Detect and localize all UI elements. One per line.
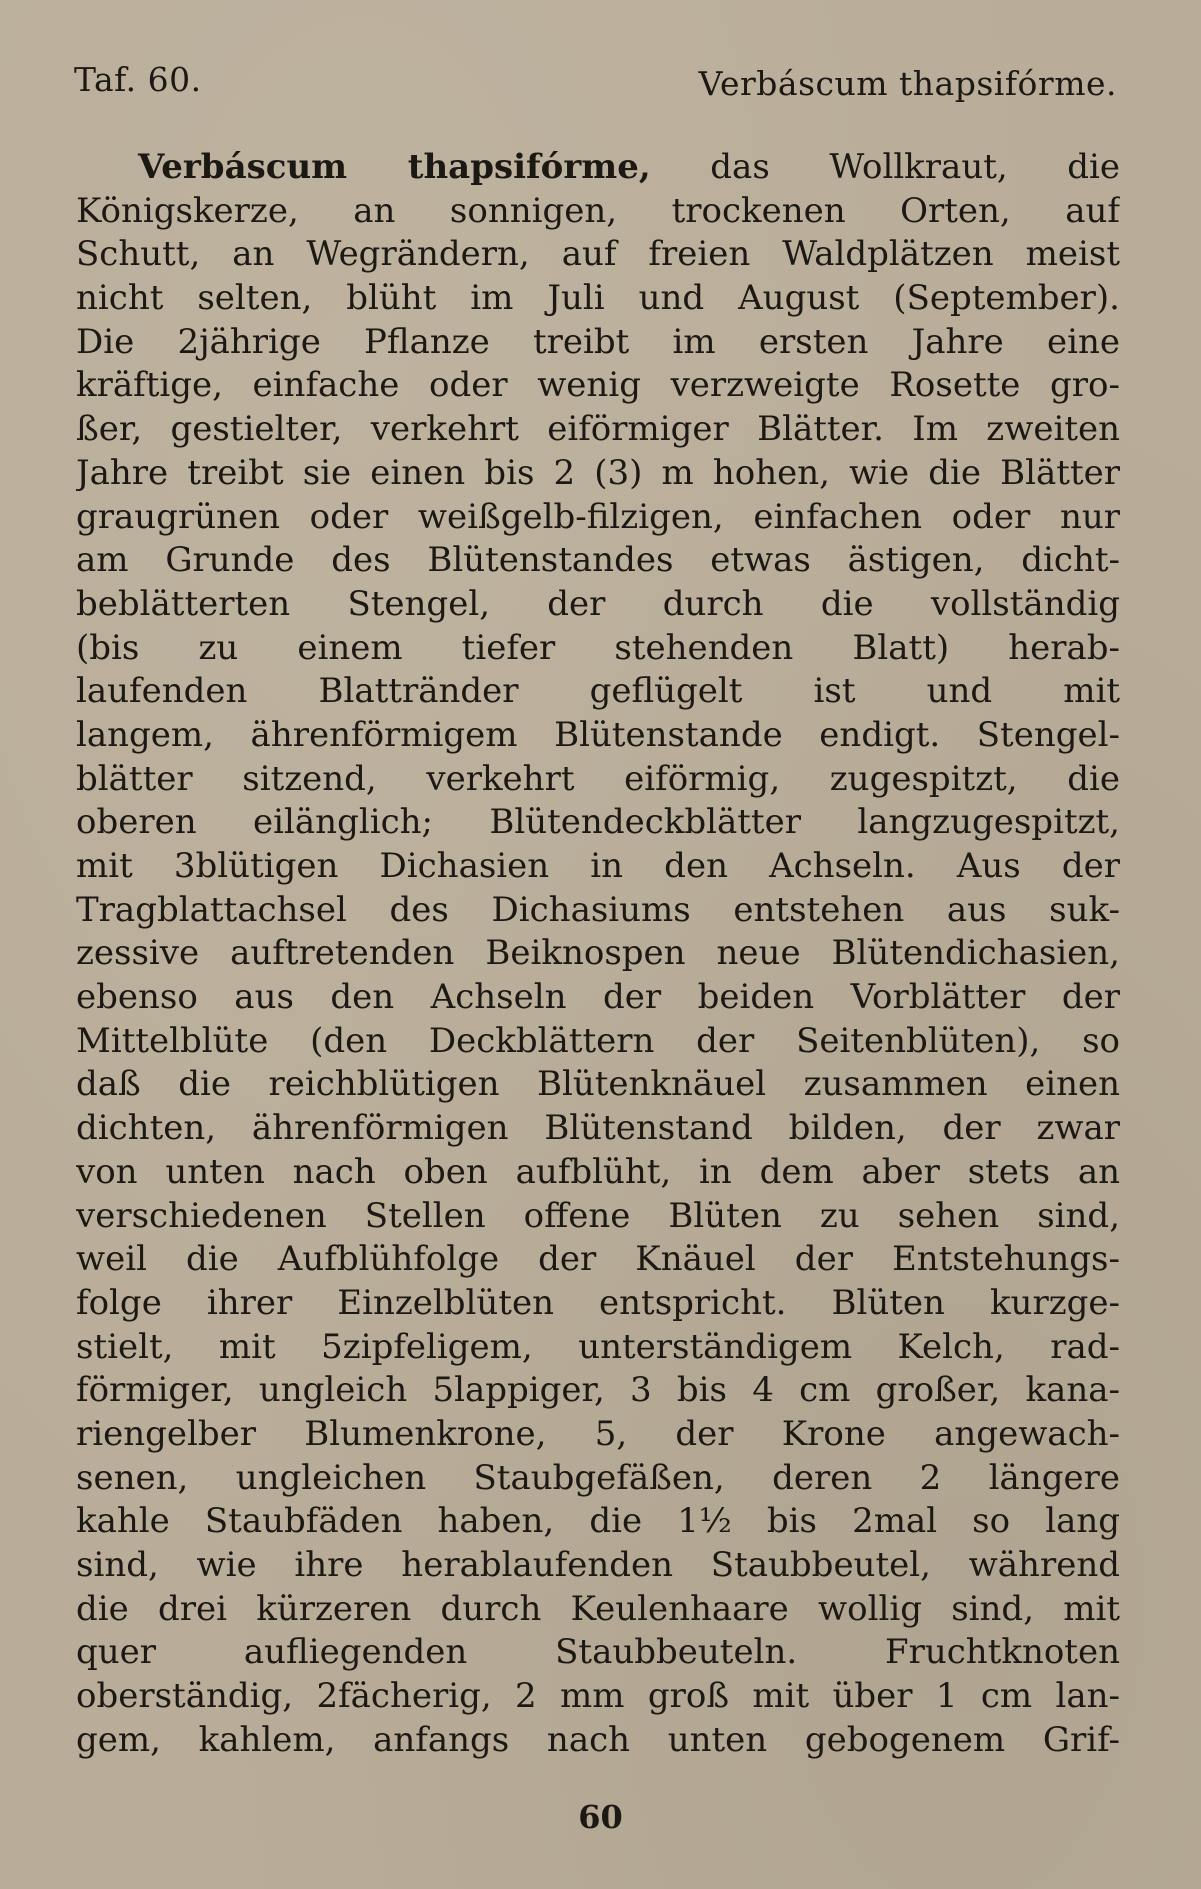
text-line: nicht selten, blüht im Juli und August (September). — [76, 278, 1120, 319]
text-line: Mittelblüte (den Deckblättern der Seitenblüten), so — [76, 1020, 1120, 1061]
text-line: die drei kürzeren durch Keulenhaare wollig sind, mit — [76, 1588, 1120, 1629]
text-line: verschiedenen Stellen offene Blüten zu sehen sind, — [76, 1195, 1120, 1236]
text-line: mit 3blütigen Dichasien in den Achseln. Aus der — [76, 846, 1120, 886]
text-line: kräftige, einfache oder wenig verzweigte Rosette gro- — [76, 365, 1120, 406]
text-line: von unten nach oben aufblüht, in dem aber stets an — [76, 1151, 1120, 1192]
text-line: Königskerze, an sonnigen, trockenen Orten, auf — [76, 190, 1120, 231]
running-title: Verbáscum thapsifórme. — [698, 64, 1117, 103]
text-line: quer aufliegenden Staubbeuteln. Fruchtknoten — [76, 1632, 1120, 1673]
text-line: sind, wie ihre herablaufenden Staubbeutel, während — [76, 1545, 1120, 1585]
species-description — [76, 146, 1120, 1762]
text-line — [76, 146, 1120, 190]
first-line-rest: das Wollkraut, die — [710, 147, 1120, 187]
text-line: laufenden Blattränder geflügelt ist und mit — [76, 671, 1120, 712]
text-line: stielt, mit 5zipfeligem, unterständigem Kelch, rad- — [76, 1326, 1120, 1367]
text-line: graugrünen oder weißgelb-filzigen, einfachen oder nur — [76, 496, 1120, 537]
text-line: kahle Staubfäden haben, die 1½ bis 2mal so lang — [76, 1501, 1120, 1542]
text-line: dichten, ährenförmigen Blütenstand bilden, der zwar — [76, 1108, 1120, 1149]
text-line: Tragblattachsel des Dichasiums entstehen aus suk- — [76, 889, 1120, 930]
text-line: förmiger, ungleich 5lappiger, 3 bis 4 cm großer, kana- — [76, 1370, 1120, 1411]
text-line: senen, ungleichen Staubgefäßen, deren 2 längere — [76, 1457, 1120, 1498]
text-line: riengelber Blumenkrone, 5, der Krone angewach- — [76, 1413, 1120, 1454]
text-line: oberständig, 2fächerig, 2 mm groß mit über 1 cm lan- — [76, 1676, 1120, 1717]
page-number: 60 — [578, 1798, 623, 1836]
text-line: zessive auftretenden Beiknospen neue Blütendichasien, — [76, 933, 1120, 974]
text-line: Schutt, an Wegrändern, auf freien Waldplätzen meist — [76, 234, 1120, 275]
text-line: folge ihrer Einzelblüten entspricht. Blüten kurzge- — [76, 1282, 1120, 1323]
text-line: Jahre treibt sie einen bis 2 (3) m hohen, wie die Blätter — [76, 452, 1120, 493]
text-line: ebenso aus den Achseln der beiden Vorblätter der — [76, 977, 1120, 1018]
text-line: gem, kahlem, anfangs nach unten gebogenem Grif- — [76, 1719, 1120, 1760]
text-line: blätter sitzend, verkehrt eiförmig, zugespitzt, die — [76, 758, 1120, 799]
text-line: Die 2jährige Pflanze treibt im ersten Jahre eine — [76, 321, 1120, 362]
species-name: Verbáscum thapsifórme, — [138, 147, 651, 187]
text-line: langem, ährenförmigem Blütenstande endigt. Stengel- — [76, 714, 1120, 755]
text-line: beblätterten Stengel, der durch die vollständig — [76, 583, 1120, 624]
plate-number: Taf. 60. — [74, 60, 202, 99]
text-line: weil die Aufblühfolge der Knäuel der Entstehungs- — [76, 1239, 1120, 1280]
text-line: oberen eilänglich; Blütendeckblätter langzugespitzt, — [76, 802, 1120, 843]
text-line: daß die reichblütigen Blütenknäuel zusammen einen — [76, 1064, 1120, 1105]
text-line: am Grunde des Blütenstandes etwas ästigen, dicht- — [76, 540, 1120, 581]
text-line: ßer, gestielter, verkehrt eiförmiger Blätter. Im zweiten — [76, 409, 1120, 450]
text-line: (bis zu einem tiefer stehenden Blatt) herab- — [76, 627, 1120, 668]
